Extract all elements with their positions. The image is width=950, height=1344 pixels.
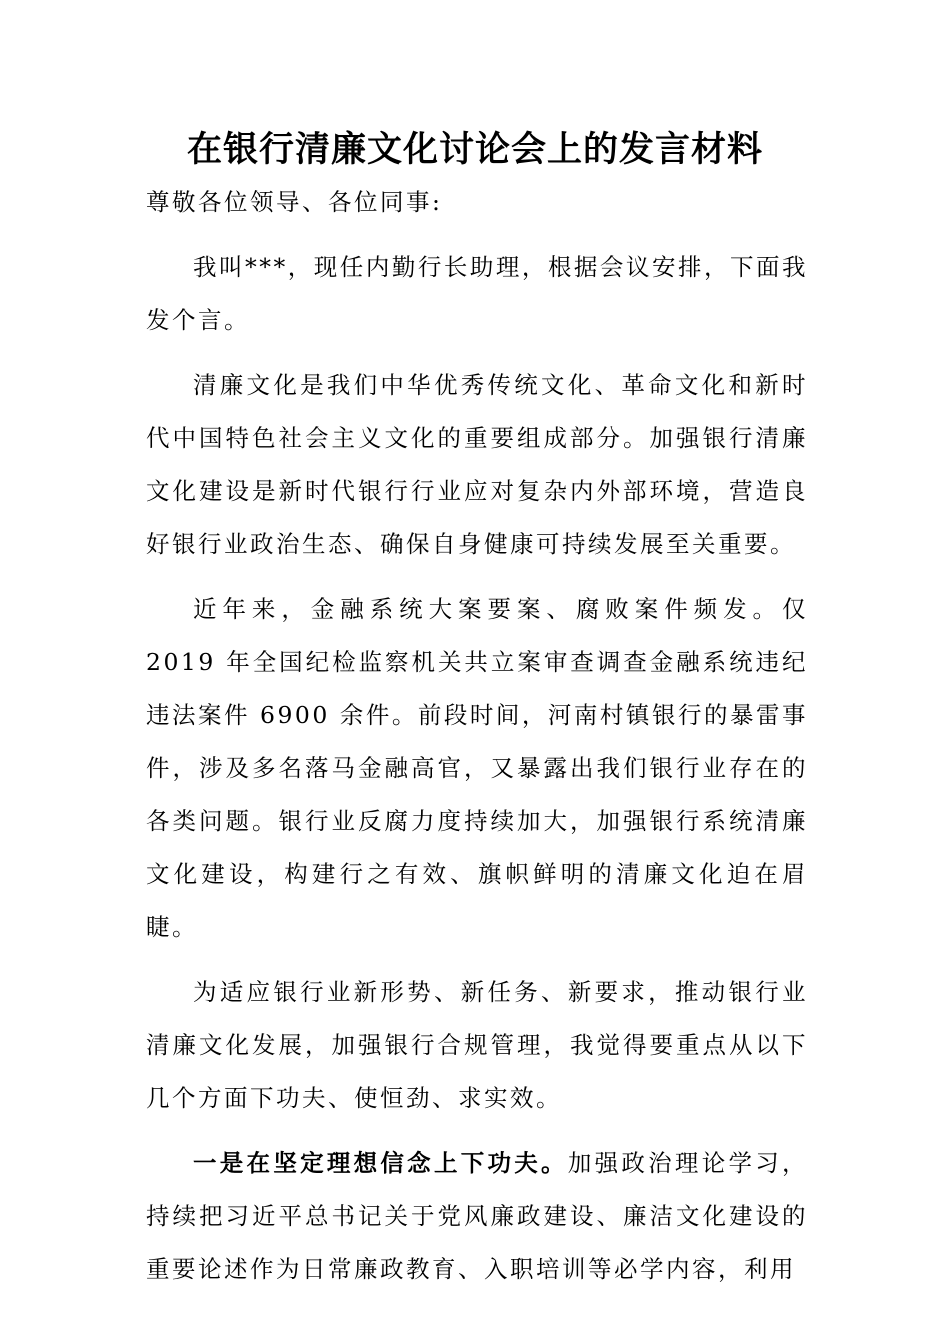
paragraph-recent-cases: 近年来，金融系统大案要案、腐败案件频发。仅 2019 年全国纪检监察机关共立案审查调查金融系统违纪违法案件 6900 余件。前段时间，河南村镇银行的暴雷事件，涉及多名落马金融高官，又暴露出我们银行业存在的各类问题。银行业反腐力度持续加大，加强银行系统清廉文化建设，构建行之有效、旗帜鲜明的清廉文化迫在眉睫。 (146, 595, 808, 941)
point-one-heading: 一是在坚定理想信念上下功夫。 (193, 1149, 568, 1177)
paragraph-point-one (146, 1137, 808, 1296)
paragraph-key-aspects: 为适应银行业新形势、新任务、新要求，推动银行业清廉文化发展，加强银行合规管理，我觉得要重点从以下几个方面下功夫、使恒劲、求实效。 (146, 978, 808, 1112)
paragraph-introduction: 我叫***，现任内勤行长助理，根据会议安排，下面我发个言。 (146, 253, 808, 334)
point-one-text: 加强政治理论学习，持续把习近平总书记关于党风廉政建设、廉洁文化建设的重要论述作为日常廉政教育、入职培训等必学内容，利用 (146, 1149, 809, 1283)
salutation: 尊敬各位领导、各位同事: (146, 188, 443, 216)
document-title: 在银行清廉文化讨论会上的发言材料 (186, 129, 763, 170)
document-body (146, 176, 808, 1308)
paragraph-clean-culture: 清廉文化是我们中华优秀传统文化、革命文化和新时代中国特色社会主义文化的重要组成部分。加强银行清廉文化建设是新时代银行行业应对复杂内外部环境，营造良好银行业政治生态、确保自身健康可持续发展至关重要。 (146, 371, 808, 558)
